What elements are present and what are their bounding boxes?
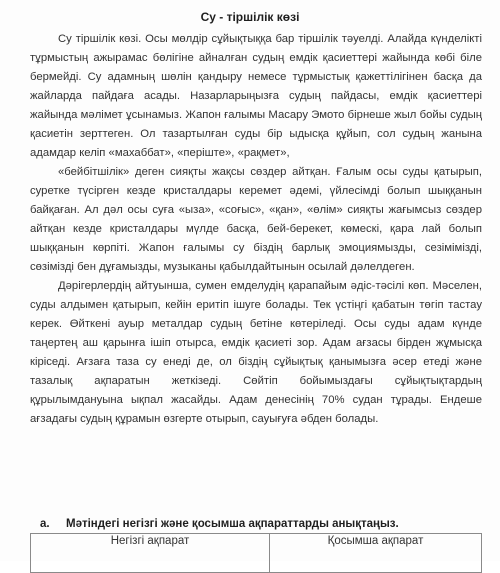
table-header-row: [31, 534, 482, 573]
document-title: Су - тіршілік көзі: [200, 10, 300, 24]
paragraph-3: Дәрігерлердің айтуынша, сумен емделудің қарапайым әдіс-тәсілі көп. Мәселен, суды алдымен қатырып, кейін еритіп ішуге болады. Тек үстіңгі қабатын төгіп тастау керек. Өйткені ауыр металдар судың бетіне көтеріледі. Осы суды адам күнде таңертең аш қарынға ішіп отырса, емдік қасиеті зор. Адам ағзасы бірден жұмысқа кіріседі. Ағзаға таза су енеді де, ол біздің сұйықтық қанымызға әсер етеді және тазалық ақпаратын жеткізеді. Сөйтіп бойымыздағы сұйықтықтардың құрылымдануына ықпал жасайды. Адам денесінің 70% судан тұрады. Ендеше ағзадағы судың құрамын өзгерте отырып, сауығуға әбден болады.: [30, 280, 482, 425]
paragraph-2: «бейбітшілік» деген сияқты жақсы сөздер айтқан. Ғалым осы суды қатырып, суретке түсірген кезде кристалдары керемет әдемі, үйлесімді болып шыққанын байқаған. Ал дәл осы суға «ыза», «соғыс», «қан», «өлім» сияқты жағымсыз сөздер айтқан кезде кристалдары мүлде басқа, бей-берекет, көмескі, қара лай болып шыққанын көрпіті. Жапон ғалымы су біздің барлық эмоциямызды, сезімімізді, сөзімізді бен дұғамызды, музыканы қабылдайтынын осылай дәлелдеген.: [30, 166, 482, 273]
paragraph-1: Су тіршілік көзі. Осы мөлдір сұйықтыққа бар тіршілік тәуелді. Алайда күнделікті тұрмыстың ажырамас бөлігіне айналған судың емдік қасиеттері жайында көбі біле бермейді. Су адамның шөлін қандыру немесе тұрмыстық қажеттілігінен басқа да жайларда пайдаға асады. Назарларыңызға судың пайдасы, емдік қасиеттері жайында мәлімет ұсынамыз. Жапон ғалымы Масару Эмото бірнеше жыл бойы судың қасиетін зерттеген. Ол тазартылған суды бір ыдысқа құйып, сол судың жанына адамдар келіп «махаббат», «періште», «рақмет»,: [30, 33, 482, 159]
header-additional-info: Қосымша ақпарат: [270, 534, 482, 573]
task-letter: a.: [40, 518, 50, 530]
answer-table: [30, 533, 482, 573]
header-main-info: Негізгі ақпарат: [31, 534, 270, 573]
task-text: Мәтіндегі негізгі және қосымша ақпараттарды анықтаңыз.: [66, 518, 399, 530]
document-body: [30, 30, 482, 429]
task-instruction: [40, 518, 399, 530]
